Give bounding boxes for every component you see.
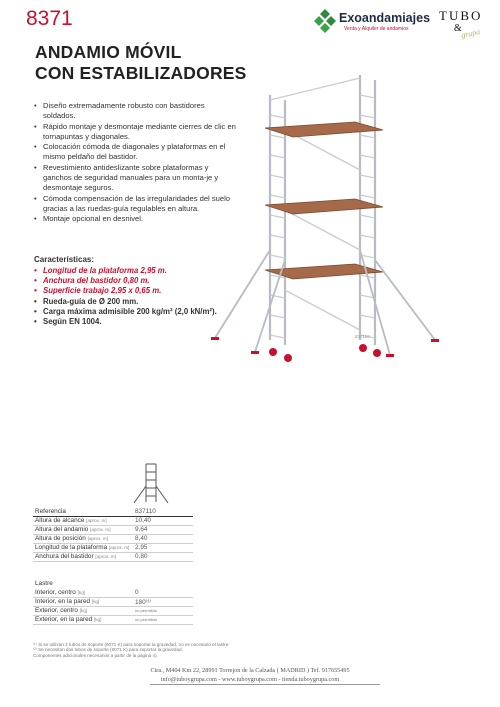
row-value: no permitido [135,617,158,622]
row-label: Altura del andamio [35,526,89,533]
row-unit: [kg] [93,617,102,622]
row-value: 0,80 [133,552,193,561]
row-unit: [aprox. m] [108,545,130,550]
partner-top: TUBO [439,8,483,23]
row-value: 180⁽¹⁾ [133,597,193,606]
spec-item: • Carga máxima admisible 200 kg/m² (2,0 kN/m²). [34,307,239,317]
row-label: Exterior, centro [35,607,78,614]
row-unit: [aprox. m] [87,536,109,541]
table-row [33,516,193,525]
table-row [33,543,193,552]
feature-item: • Cómoda compensación de las irregularidades del suelo gracias a las ruedas-guía regulables en altura. [34,194,239,215]
footnote: Componentes adicionales necesarios a partir de la página 4). [33,652,158,658]
table-header-row [33,507,193,516]
row-label: Exterior, en la pared [35,616,93,623]
table-row [33,525,193,534]
footnotes [33,642,230,658]
table-row [33,552,193,561]
image-code: 837110 [355,334,370,339]
brand-name: Exoandamiajes [339,11,431,25]
partner-amp: & [454,23,462,34]
footnote: ⁽²⁾ Se necesitan dos tubos de soporte (6071 K) para soportar la gravedad. [33,647,183,653]
row-label: Interior, centro [35,588,76,596]
feature-item: • Revestimiento antideslizante sobre plataformas y ganchos de seguridad manuales para un monta-je y desmontaje seguros. [34,163,239,194]
table-row [33,588,193,597]
row-value: 8,40 [133,534,193,543]
feature-item: • Rápido montaje y desmontaje mediante cierres de clic en tornapuntas y diagonales. [34,122,239,143]
row-value: 0 [133,588,193,597]
logo-cross-icon [313,8,337,34]
row-unit: [kg] [77,589,86,595]
table-row [33,615,193,624]
row-unit: [aprox. m] [90,527,111,532]
row-label: Longitud de la plataforma [35,544,108,551]
row-unit: [aprox. m] [86,518,107,523]
partner-bottom: grupa [460,27,481,40]
footer-divider [150,684,380,685]
row-unit: [kg] [91,599,100,604]
lastre-title-row [33,579,193,588]
scaffold-thumbnail [132,462,172,507]
spec-item: • Anchura del bastidor 0,80 m. [34,276,239,286]
header-value: 837110 [133,507,193,516]
feature-item: • Diseño extremadamente robusto con bastidores soldados. [34,101,239,122]
spec-item: • Superficie trabajo 2,95 x 0,65 m. [34,286,239,296]
title-line-1: ANDAMIO MÓVIL [35,42,182,62]
header-label: Referencia [33,507,133,516]
table-row [33,597,193,606]
footer-contact[interactable]: info@tuboygrupa.com - www.tuboygrupa.com - tienda.tuboygrupa.com [160,676,340,683]
footnote: ⁽¹⁾ Si se utilizan 2 tubos de soporte (6071 K) para soportar la gravedad, no es necesario el lastre. [33,642,230,647]
row-value: 9,64 [133,525,193,534]
product-code: 8371 [26,7,73,30]
row-label: Anchura del bastidor [35,553,94,560]
spec-item: • Rueda-guía de Ø 200 mm. [34,297,239,307]
specs-title: Características: [34,255,95,264]
row-label: Interior, en la pared [35,598,91,605]
row-value: 2,95 [133,543,193,552]
spec-item: • Longitud de la plataforma 2,95 m. [34,266,239,276]
row-value: no permitido [135,608,158,613]
feature-item: • Colocación cómoda de diagonales y plataformas en el mismo peldaño del bastidor. [34,142,239,163]
tubo-grupa-logo[interactable] [439,6,497,46]
lastre-title: Lastre [35,580,53,587]
brand-tagline: Venta y Alquiler de andamios [344,26,409,32]
feature-item: • Montaje opcional en desnivel. [34,214,239,224]
title-line-2: CON ESTABILIZADORES [35,63,247,83]
spec-item: • Según EN 1004. [34,317,239,327]
lastre-table [33,579,193,625]
footer-address: Ctra., M404 Km 22, 28991 Torrejon de la Calzada ( MADRID ) Tef. 917655495 [150,667,350,674]
table-row [33,534,193,543]
specifications-table [33,507,193,562]
row-label: Altura de alcance [35,517,85,524]
row-unit: [aprox. m] [95,554,116,559]
row-label: Altura de posición [35,535,86,542]
row-value: 10,40 [133,516,193,525]
row-unit: [kg] [79,608,88,613]
exoandamiajes-logo[interactable] [313,8,453,36]
table-row [33,606,193,615]
scaffold-illustration [205,70,445,365]
